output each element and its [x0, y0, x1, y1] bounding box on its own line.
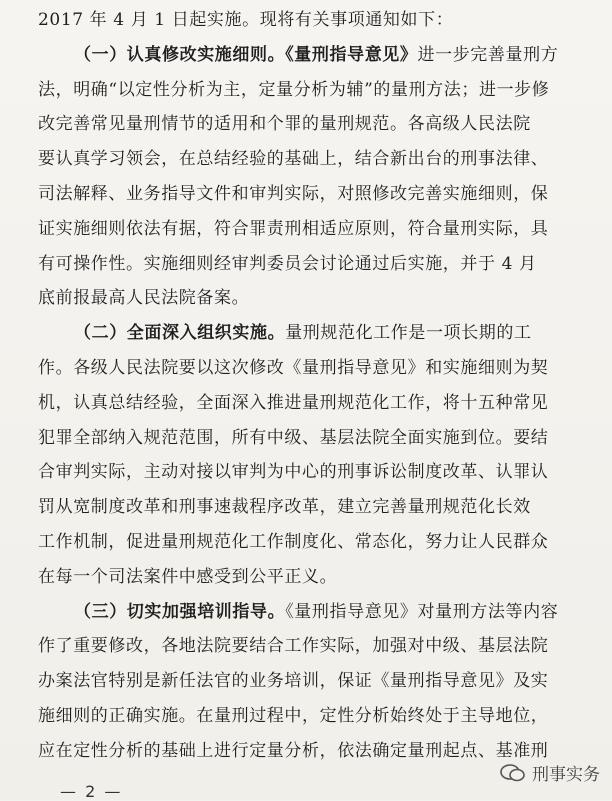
text-line [38, 112, 578, 136]
line-text: 量刑规范化工作是一项长期的工 [285, 323, 532, 344]
line-text: 司法解释、业务指导文件和审判实际，对照修改完善实施细则，保 [38, 184, 549, 204]
text-line [38, 530, 578, 554]
line-text: 工作机制，促进量刑规范化工作制度化、常态化，努力让人民群众 [38, 532, 549, 552]
text-line [38, 634, 578, 658]
line-text: 合审判实际，主动对接以审判为中心的刑事诉讼制度改革、认罪认 [38, 462, 549, 483]
text-line [38, 495, 578, 519]
text-line [38, 217, 578, 241]
text-line [38, 704, 578, 728]
line-text: 犯罪全部纳入规范范围，所有中级、基层法院全面实施到位。要结 [38, 427, 549, 448]
text-line [38, 78, 578, 102]
line-text: 底前报最高人民法院备案。 [38, 288, 250, 309]
text-line [38, 356, 578, 380]
line-text: 要认真学习领会，在总结经验的基础上，结合新出台的刑事法律、 [38, 149, 549, 170]
line-text: 法，明确“以定性分析为主，定量分析为辅”的量刑方法；进一步修 [38, 79, 550, 100]
text-line [74, 321, 580, 345]
line-text: 办案法官特别是新任法官的业务培训，保证《量刑指导意见》及实 [38, 671, 549, 692]
line-text: 在每一个司法案件中感受到公平正义。 [38, 566, 338, 587]
line-text: 作了重要修改，各地法院要结合工作实际，加强对中级、基层法院 [38, 636, 549, 657]
line-text: 证实施细则依法有据，符合罪责刑相适应原则，符合量刑实际，具 [38, 218, 549, 239]
line-text: 进一步完善量刑方 [417, 44, 559, 65]
text-line [38, 391, 578, 415]
text-line [38, 147, 578, 171]
text-line [38, 182, 578, 206]
section-heading: （一）认真修改实施细则。《量刑指导意见》 [74, 44, 418, 65]
line-text: 机，认真总结经验，全面深入推进量刑规范化工作，将十五种常见 [38, 392, 549, 413]
text-line [38, 669, 578, 693]
line-text: 罚从宽制度改革和刑事速裁程序改革，建立完善量刑规范化长效 [38, 497, 531, 518]
section-heading: （三）切实加强培训指导。 [74, 601, 286, 622]
text-line [38, 8, 578, 32]
line-text: 施细则的正确实施。在量刑过程中，定性分析始终处于主导地位， [38, 706, 549, 726]
wechat-watermark [500, 760, 600, 785]
watermark-text: 刑事实务 [532, 765, 600, 785]
text-line [38, 426, 578, 450]
line-text: 应在定性分析的基础上进行定量分析，依法确定量刑起点、基准刑 [38, 740, 549, 761]
page-number: — 2 — [60, 782, 123, 801]
section-heading: （二）全面深入组织实施。 [74, 323, 286, 344]
line-text: 2017 年 4 月 1 日起实施。现将有关事项通知如下： [38, 10, 454, 30]
line-text: 有可操作性。实施细则经审判委员会讨论通过后实施，并于 4 月 [38, 253, 537, 274]
text-line [38, 739, 578, 763]
text-line [38, 252, 578, 276]
text-line [38, 460, 578, 484]
line-text: 改完善常见量刑情节的适用和个罪的量刑规范。各高级人民法院 [38, 114, 531, 135]
text-line [38, 286, 578, 310]
line-text: 作。各级人民法院要以这次修改《量刑指导意见》和实施细则为契 [38, 358, 549, 378]
text-line [74, 600, 580, 624]
text-line [74, 43, 580, 67]
line-text: 《量刑指导意见》对量刑方法等内容 [285, 601, 559, 622]
wechat-logo-icon [500, 763, 526, 783]
text-line [38, 565, 578, 589]
